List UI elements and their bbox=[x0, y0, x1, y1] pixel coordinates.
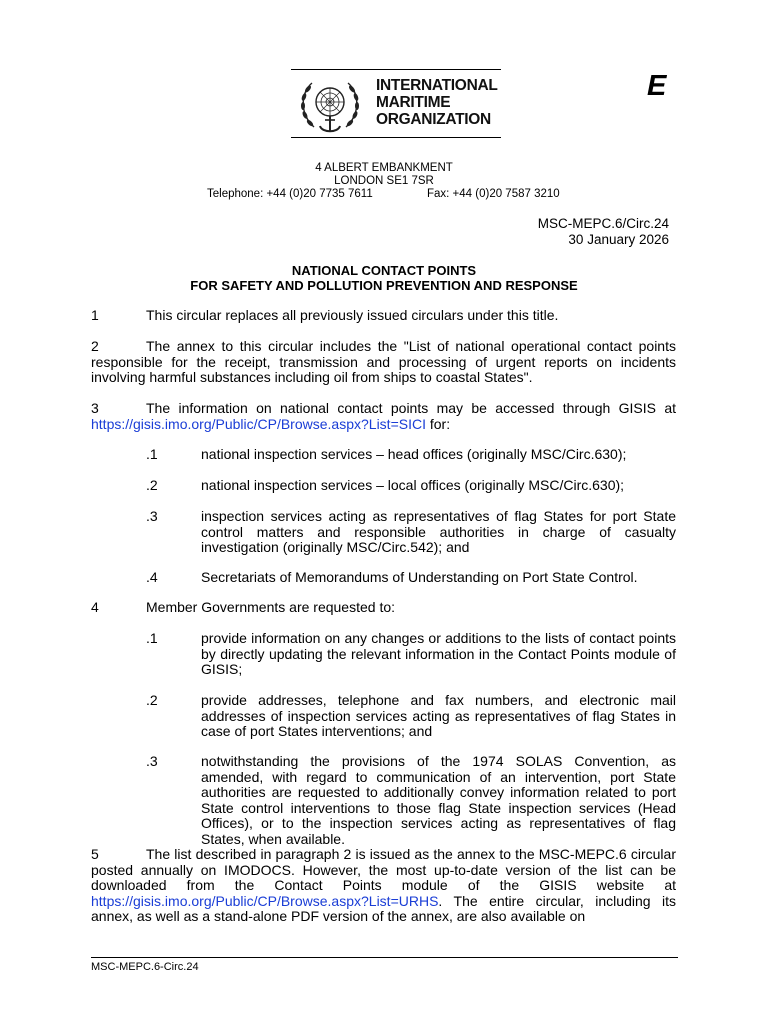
logo-bottom-rule bbox=[291, 137, 501, 138]
paragraph-1 bbox=[91, 308, 676, 324]
telephone: Telephone: +44 (0)20 7735 7611 bbox=[207, 188, 373, 200]
address-line-1: 4 ALBERT EMBANKMENT bbox=[315, 162, 453, 174]
paragraph-2 bbox=[91, 339, 676, 386]
item-text: national inspection services – local offices (originally MSC/Circ.630); bbox=[201, 477, 625, 493]
item-number: .1 bbox=[146, 630, 158, 646]
item-number: .1 bbox=[146, 446, 158, 462]
address-line-2: LONDON SE1 7SR bbox=[334, 175, 434, 187]
org-name bbox=[376, 77, 498, 128]
paragraph-text: Member Governments are requested to: bbox=[146, 599, 396, 615]
footer-rule bbox=[91, 957, 678, 958]
footer-doc-code: MSC-MEPC.6-Circ.24 bbox=[91, 961, 199, 973]
item-text: inspection services acting as representatives of flag States for port State control matters and responsible authorities in charge of casualty investigation (originally MSC/Circ.542); and bbox=[201, 508, 676, 555]
title-line-2: FOR SAFETY AND POLLUTION PREVENTION AND RESPONSE bbox=[190, 278, 578, 293]
paragraph-text-end: for: bbox=[425, 415, 451, 432]
paragraph-number: 4 bbox=[91, 599, 99, 615]
paragraph-number: 1 bbox=[91, 307, 99, 323]
logo-top-rule bbox=[291, 69, 501, 70]
paragraph-text: The annex to this circular includes the "List of national operational contact points responsible for the receipt, transmission and processing of urgent reports on incidents involving harmful substances including oil from ships to coastal States". bbox=[91, 338, 676, 385]
org-name-line-1: INTERNATIONAL bbox=[376, 77, 498, 94]
paragraph-text: The information on national contact points may be accessed through GISIS at bbox=[146, 400, 676, 416]
paragraph-text-end: . The entire circular, including its annex, as well as a stand-alone PDF version of the annex, are also available on bbox=[91, 892, 676, 924]
paragraph-text: This circular replaces all previously issued circulars under this title. bbox=[146, 307, 559, 323]
imo-logo bbox=[291, 69, 501, 139]
item-text: provide addresses, telephone and fax numbers, and electronic mail addresses of inspection services acting as representatives of flag States in case of port States interventions; and bbox=[201, 692, 676, 739]
paragraph-5 bbox=[91, 847, 676, 925]
document-reference: MSC-MEPC.6/Circ.24 bbox=[537, 216, 669, 231]
org-name-line-3: ORGANIZATION bbox=[376, 111, 491, 128]
language-mark: E bbox=[647, 70, 667, 102]
item-text: Secretariats of Memorandums of Understanding on Port State Control. bbox=[201, 569, 638, 585]
org-name-line-2: MARITIME bbox=[376, 94, 451, 111]
item-text: provide information on any changes or additions to the lists of contact points by directly updating the relevant information in the Contact Points module of GISIS; bbox=[201, 630, 676, 677]
gisis-sici-link[interactable]: https://gisis.imo.org/Public/CP/Browse.aspx?List=SICI bbox=[91, 415, 426, 432]
item-number: .2 bbox=[146, 692, 158, 708]
paragraph-3 bbox=[91, 401, 676, 432]
item-number: .3 bbox=[146, 753, 158, 769]
paragraph-number: 3 bbox=[91, 400, 99, 416]
paragraph-4 bbox=[91, 600, 676, 616]
item-number: .3 bbox=[146, 508, 158, 524]
fax: Fax: +44 (0)20 7587 3210 bbox=[427, 188, 560, 200]
document-date: 30 January 2026 bbox=[568, 232, 669, 247]
item-number: .2 bbox=[146, 477, 158, 493]
item-text: notwithstanding the provisions of the 1974 SOLAS Convention, as amended, with regard to communication of an intervention, port State authorities are requested to additionally convey information related to port State control interventions to those flag State inspection services (Head Offices), or to the inspection services acting as representatives of flag States, when available. bbox=[201, 753, 676, 847]
imo-emblem-icon bbox=[292, 75, 368, 137]
paragraph-text: The list described in paragraph 2 is issued as the annex to the MSC-MEPC.6 circular posted annually on IMODOCS. However, the most up-to-date version of the list can be downloaded from the Contact Points module of the GISIS website at bbox=[91, 846, 676, 893]
item-text: national inspection services – head offices (originally MSC/Circ.630); bbox=[201, 446, 627, 462]
item-number: .4 bbox=[146, 569, 158, 585]
paragraph-number: 2 bbox=[91, 338, 99, 354]
gisis-urhs-link[interactable]: https://gisis.imo.org/Public/CP/Browse.aspx?List=URHS bbox=[91, 892, 439, 909]
paragraph-number: 5 bbox=[91, 846, 99, 862]
title-line-1: NATIONAL CONTACT POINTS bbox=[291, 263, 477, 278]
